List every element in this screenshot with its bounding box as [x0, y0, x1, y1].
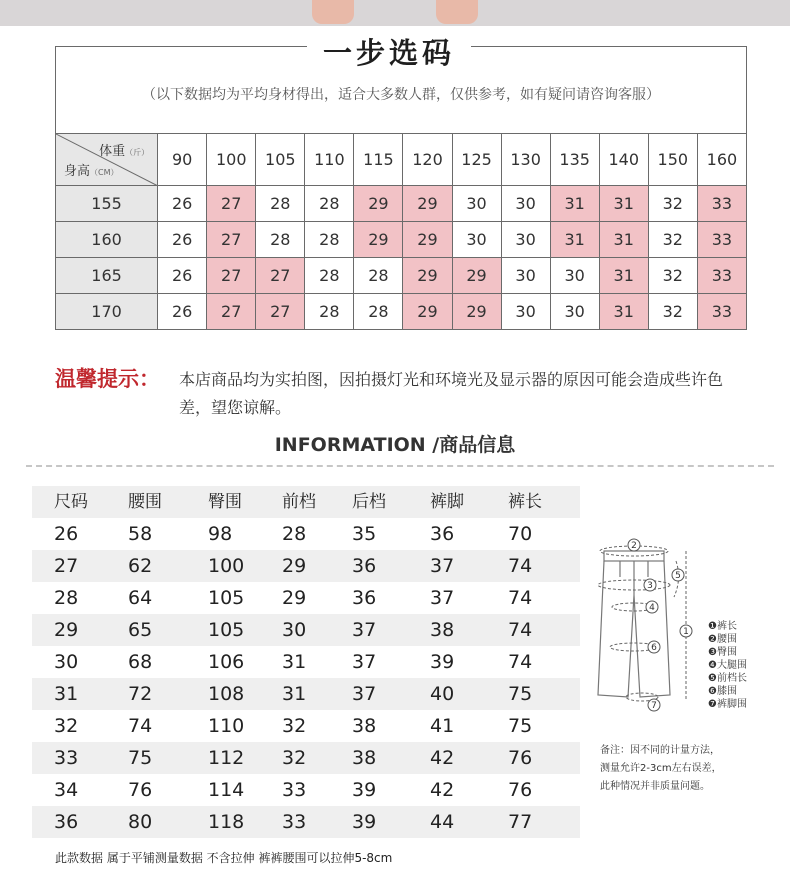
information-header-cell: 后档 [352, 492, 386, 512]
information-cell: 37 [430, 555, 455, 577]
weight-header: 135 [550, 134, 599, 186]
information-cell: 106 [208, 651, 245, 673]
information-cell: 74 [508, 587, 533, 609]
weight-header: 150 [648, 134, 697, 186]
information-cell: 33 [54, 747, 79, 769]
information-row [32, 742, 580, 774]
size-cell: 28 [354, 258, 403, 294]
size-guide [55, 36, 747, 330]
information-cell: 28 [54, 587, 79, 609]
size-cell: 33 [697, 258, 746, 294]
weight-header: 105 [256, 134, 305, 186]
information-cell: 74 [508, 619, 533, 641]
information-cell: 64 [128, 587, 153, 609]
information-cell: 41 [430, 715, 455, 737]
information-cell: 39 [430, 651, 455, 673]
weight-header: 100 [207, 134, 256, 186]
information-cell: 76 [128, 779, 153, 801]
information-cell: 28 [282, 523, 307, 545]
information-cell: 75 [128, 747, 153, 769]
information-cell: 44 [430, 811, 455, 833]
size-cell: 29 [403, 222, 452, 258]
information-title: INFORMATION /商品信息 [274, 434, 516, 456]
information-cell: 31 [54, 683, 79, 705]
size-cell: 31 [599, 258, 648, 294]
weight-header: 110 [305, 134, 354, 186]
size-cell: 26 [158, 294, 207, 330]
size-cell: 30 [452, 222, 501, 258]
size-table-row [56, 258, 747, 294]
information-cell: 36 [54, 811, 79, 833]
height-label: 身高（CM） [64, 164, 119, 179]
size-guide-title: 一步选码 [322, 36, 455, 70]
model-leg-right [436, 0, 478, 24]
diagram-legend [708, 620, 747, 711]
size-cell: 28 [256, 186, 305, 222]
information-header [32, 486, 580, 518]
information-cell: 37 [352, 651, 377, 673]
size-cell: 28 [305, 222, 354, 258]
information-cell: 74 [128, 715, 153, 737]
weight-height-corner [56, 134, 158, 186]
weight-header: 120 [403, 134, 452, 186]
information-row [32, 806, 580, 838]
size-cell: 30 [452, 186, 501, 222]
information-cell: 36 [352, 555, 377, 577]
size-cell: 28 [305, 258, 354, 294]
size-cell: 30 [501, 294, 550, 330]
height-header: 160 [56, 222, 158, 258]
marker-1: 1 [683, 627, 689, 637]
information-cell: 27 [54, 555, 79, 577]
information-cell: 118 [208, 811, 245, 833]
note-line: 此种情况并非质量问题。 [600, 781, 710, 792]
size-cell: 27 [256, 258, 305, 294]
note-line: 测量允许2-3cm左右误差， [600, 763, 722, 774]
notice-text: 本店商品均为实拍图，因拍摄灯光和环境光及显示器的原因可能会造成些许色差，望您谅解。 [179, 370, 724, 417]
marker-5: 5 [675, 571, 681, 581]
size-cell: 28 [305, 294, 354, 330]
height-header: 170 [56, 294, 158, 330]
size-cell: 28 [354, 294, 403, 330]
information-cell: 31 [282, 683, 307, 705]
information-row [32, 550, 580, 582]
information-cell: 32 [282, 715, 307, 737]
information-cell: 42 [430, 747, 455, 769]
information-cell: 39 [352, 811, 377, 833]
information-cell: 74 [508, 555, 533, 577]
dashed-divider [26, 465, 774, 467]
size-table-row [56, 222, 747, 258]
size-cell: 28 [305, 186, 354, 222]
information-cell: 40 [430, 683, 455, 705]
information-cell: 30 [282, 619, 307, 641]
information-header-cell: 臀围 [208, 492, 242, 512]
footer-note: 此款数据 属于平铺测量数据 不含拉伸 裤裤腰围可以拉伸5-8cm [55, 851, 393, 865]
weight-label: 体重（斤） [99, 144, 150, 159]
size-cell: 30 [501, 186, 550, 222]
information-cell: 36 [352, 587, 377, 609]
information-cell: 38 [352, 715, 377, 737]
size-cell: 26 [158, 258, 207, 294]
information-cell: 37 [430, 587, 455, 609]
marker-2: 2 [631, 541, 637, 551]
size-cell: 29 [452, 294, 501, 330]
note-line: 备注：因不同的计量方法， [600, 745, 720, 756]
information-row [32, 678, 580, 710]
size-cell: 33 [697, 186, 746, 222]
size-cell: 30 [501, 222, 550, 258]
model-leg-left [312, 0, 354, 24]
information-cell: 62 [128, 555, 153, 577]
weight-header: 160 [697, 134, 746, 186]
legend-item: ❺前档长 [708, 673, 747, 684]
size-table-row [56, 186, 747, 222]
information-row [32, 614, 580, 646]
information-header-cell: 裤脚 [430, 492, 464, 512]
information-cell: 110 [208, 715, 245, 737]
size-cell: 27 [207, 294, 256, 330]
legend-item: ❸臀围 [708, 647, 737, 658]
information-cell: 29 [282, 587, 307, 609]
size-cell: 29 [452, 258, 501, 294]
information-cell: 105 [208, 587, 245, 609]
information-cell: 76 [508, 779, 533, 801]
size-cell: 26 [158, 222, 207, 258]
information-row [32, 710, 580, 742]
size-cell: 33 [697, 222, 746, 258]
size-cell: 31 [550, 186, 599, 222]
size-cell: 29 [403, 294, 452, 330]
size-cell: 32 [648, 186, 697, 222]
information-cell: 32 [282, 747, 307, 769]
information-cell: 36 [430, 523, 455, 545]
legend-item: ❼裤脚围 [708, 699, 747, 710]
information-cell: 80 [128, 811, 153, 833]
size-cell: 27 [207, 222, 256, 258]
information-cell: 38 [430, 619, 455, 641]
size-table [55, 133, 747, 330]
information-cell: 65 [128, 619, 153, 641]
information-cell: 70 [508, 523, 533, 545]
information-cell: 31 [282, 651, 307, 673]
information-cell: 32 [54, 715, 79, 737]
information-header-cell: 尺码 [54, 492, 88, 512]
legend-item: ❷腰围 [708, 634, 737, 645]
information-cell: 42 [430, 779, 455, 801]
information-cell: 75 [508, 683, 533, 705]
information-cell: 100 [208, 555, 245, 577]
notice-label: 温馨提示： [55, 367, 160, 391]
information-cell: 33 [282, 779, 307, 801]
information-header-cell: 裤长 [508, 492, 542, 512]
information-cell: 35 [352, 523, 377, 545]
size-cell: 29 [354, 222, 403, 258]
size-table-row [56, 294, 747, 330]
legend-item: ❻膝围 [708, 686, 737, 697]
size-cell: 29 [403, 258, 452, 294]
size-cell: 31 [599, 294, 648, 330]
weight-header: 125 [452, 134, 501, 186]
information-row [32, 518, 580, 550]
size-guide-note: （以下数据均为平均身材得出，适合大多数人群，仅供参考，如有疑问请咨询客服） [142, 87, 660, 103]
information-cell: 105 [208, 619, 245, 641]
product-photo-strip [0, 0, 790, 26]
size-cell: 33 [697, 294, 746, 330]
information-cell: 58 [128, 523, 153, 545]
size-cell: 30 [501, 258, 550, 294]
size-cell: 29 [354, 186, 403, 222]
size-cell: 27 [207, 186, 256, 222]
information-cell: 39 [352, 779, 377, 801]
information-table [32, 482, 580, 838]
size-cell: 31 [599, 222, 648, 258]
size-cell: 31 [550, 222, 599, 258]
information-cell: 37 [352, 619, 377, 641]
information-row [32, 582, 580, 614]
legend-item: ❹大腿围 [708, 660, 747, 671]
size-cell: 32 [648, 294, 697, 330]
information-cell: 30 [54, 651, 79, 673]
size-cell: 30 [550, 258, 599, 294]
information-cell: 33 [282, 811, 307, 833]
information-cell: 38 [352, 747, 377, 769]
information-cell: 68 [128, 651, 153, 673]
information-cell: 29 [54, 619, 79, 641]
measurement-note [600, 742, 780, 796]
information-cell: 76 [508, 747, 533, 769]
information-cell: 29 [282, 555, 307, 577]
marker-6: 6 [651, 643, 657, 653]
size-cell: 30 [550, 294, 599, 330]
information-cell: 77 [508, 811, 533, 833]
weight-header: 130 [501, 134, 550, 186]
marker-3: 3 [647, 581, 653, 591]
weight-header: 90 [158, 134, 207, 186]
size-cell: 27 [207, 258, 256, 294]
size-cell: 32 [648, 222, 697, 258]
size-cell: 29 [403, 186, 452, 222]
information-cell: 112 [208, 747, 245, 769]
size-cell: 28 [256, 222, 305, 258]
weight-header: 115 [354, 134, 403, 186]
size-cell: 31 [599, 186, 648, 222]
information-cell: 34 [54, 779, 79, 801]
information-cell: 98 [208, 523, 233, 545]
information-cell: 114 [208, 779, 245, 801]
information-row [32, 646, 580, 678]
information-cell: 108 [208, 683, 245, 705]
information-cell: 26 [54, 523, 79, 545]
legend-item: ❶裤长 [708, 621, 737, 632]
height-header: 165 [56, 258, 158, 294]
information-cell: 72 [128, 683, 153, 705]
information-header-cell: 腰围 [128, 492, 162, 512]
height-header: 155 [56, 186, 158, 222]
information-header-cell: 前档 [282, 492, 316, 512]
information-cell: 74 [508, 651, 533, 673]
marker-7: 7 [651, 701, 657, 711]
size-table-header [56, 134, 747, 186]
weight-header: 140 [599, 134, 648, 186]
information-cell: 75 [508, 715, 533, 737]
size-cell: 27 [256, 294, 305, 330]
size-cell: 26 [158, 186, 207, 222]
information-cell: 37 [352, 683, 377, 705]
information-row [32, 774, 580, 806]
marker-4: 4 [649, 603, 655, 613]
size-cell: 32 [648, 258, 697, 294]
